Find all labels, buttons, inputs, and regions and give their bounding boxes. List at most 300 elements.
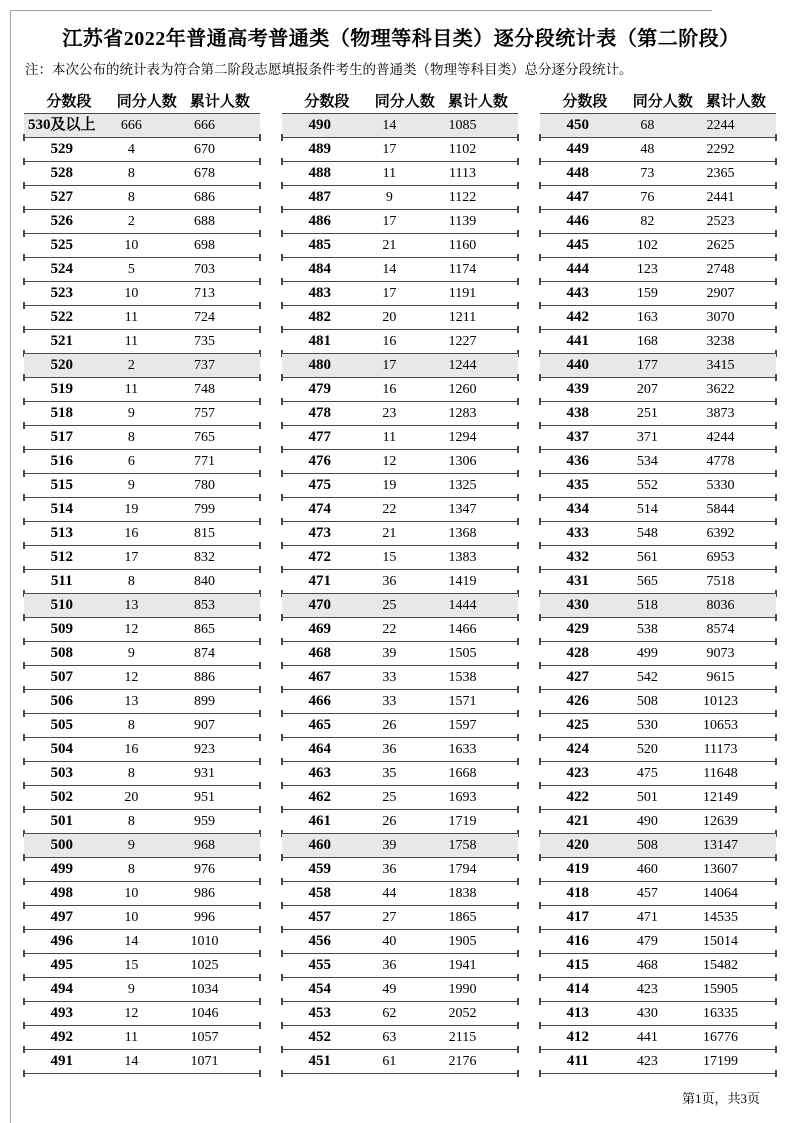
- count-cell: 23: [382, 406, 397, 421]
- table-row: [24, 162, 260, 186]
- score-cell: 468: [308, 645, 331, 661]
- score-cell: 485: [308, 237, 331, 253]
- score-cell: 420: [566, 837, 589, 853]
- score-cell: 478: [308, 405, 331, 421]
- score-cell: 472: [308, 549, 331, 565]
- score-cell: 466: [308, 693, 331, 709]
- score-cell: 503: [50, 765, 73, 781]
- count-cell: 44: [382, 886, 397, 901]
- score-cell: 504: [50, 741, 73, 757]
- cumulative-cell: 771: [194, 454, 216, 469]
- score-cell: 509: [50, 621, 73, 637]
- table-row: [282, 474, 518, 498]
- cumulative-cell: 996: [194, 910, 216, 925]
- count-cell: 39: [382, 646, 397, 661]
- cumulative-cell: 1633: [448, 742, 477, 757]
- score-cell: 455: [308, 957, 331, 973]
- count-cell: 9: [127, 982, 135, 997]
- cumulative-cell: 724: [194, 310, 216, 325]
- count-cell: 73: [640, 166, 655, 181]
- count-cell: 423: [636, 982, 658, 997]
- score-cell: 491: [50, 1053, 73, 1069]
- table-row: [540, 330, 776, 354]
- table-row: [24, 306, 260, 330]
- count-cell: 36: [382, 742, 397, 757]
- count-cell: 207: [636, 382, 658, 397]
- table-row: [24, 594, 260, 618]
- cumulative-cell: 853: [194, 598, 216, 613]
- count-cell: 9: [127, 406, 135, 421]
- cumulative-cell: 951: [194, 790, 216, 805]
- table-row: [24, 210, 260, 234]
- cumulative-cell: 2523: [706, 214, 735, 229]
- score-cell: 452: [308, 1029, 331, 1045]
- score-cell: 490: [308, 117, 331, 133]
- score-cell: 419: [566, 861, 589, 877]
- count-cell: 552: [636, 478, 658, 493]
- cumulative-cell: 2292: [706, 142, 735, 157]
- cumulative-cell: 5844: [706, 502, 735, 517]
- cumulative-cell: 8574: [706, 622, 735, 637]
- table-row: [24, 426, 260, 450]
- score-cell: 459: [308, 861, 331, 877]
- count-cell: 82: [640, 214, 655, 229]
- table-row: [282, 330, 518, 354]
- score-cell: 447: [566, 189, 589, 205]
- cumulative-cell: 1905: [448, 934, 477, 949]
- cumulative-cell: 7518: [706, 574, 735, 589]
- cumulative-cell: 968: [194, 838, 216, 853]
- score-cell: 440: [566, 357, 589, 373]
- score-cell: 442: [566, 309, 589, 325]
- cumulative-cell: 11648: [703, 766, 738, 781]
- table-row: [282, 498, 518, 522]
- count-cell: 19: [382, 478, 397, 493]
- table-row: [540, 978, 776, 1002]
- count-cell: 548: [636, 526, 658, 541]
- count-cell: 20: [382, 310, 397, 325]
- score-table: [540, 113, 776, 1074]
- count-cell: 518: [636, 598, 658, 613]
- cumulative-cell: 1794: [448, 862, 477, 877]
- table-row: [282, 546, 518, 570]
- cumulative-cell: 840: [194, 574, 216, 589]
- table-row: [282, 354, 518, 378]
- score-cell: 441: [566, 333, 589, 349]
- table-row: [282, 666, 518, 690]
- cumulative-cell: 10123: [703, 694, 739, 709]
- cumulative-cell: 1244: [448, 358, 477, 373]
- table-row: [540, 762, 776, 786]
- table-row: [540, 666, 776, 690]
- score-cell: 450: [566, 117, 589, 133]
- count-cell: 63: [382, 1030, 397, 1045]
- cumulative-cell: 1227: [448, 334, 477, 349]
- score-cell: 443: [566, 285, 589, 301]
- cumulative-cell: 1668: [448, 766, 477, 781]
- table-row: [282, 234, 518, 258]
- cumulative-cell: 874: [194, 646, 216, 661]
- count-cell: 508: [636, 838, 658, 853]
- cumulative-cell: 931: [194, 766, 216, 781]
- table-header: [24, 89, 260, 111]
- table-row: [282, 258, 518, 282]
- score-cell: 520: [50, 357, 73, 373]
- cumulative-cell: 1597: [448, 718, 477, 733]
- table-row: [282, 738, 518, 762]
- table-row: [282, 450, 518, 474]
- count-cell: 14: [124, 1054, 139, 1069]
- count-cell: 25: [382, 790, 397, 805]
- count-cell: 460: [636, 862, 658, 877]
- count-cell: 17: [124, 550, 139, 565]
- table-row: [24, 906, 260, 930]
- count-cell: 15: [124, 958, 139, 973]
- score-cell: 437: [566, 429, 589, 445]
- cumulative-cell: 1010: [190, 934, 219, 949]
- table-row: [24, 570, 260, 594]
- cumulative-cell: 2748: [706, 262, 735, 277]
- score-cell: 507: [50, 669, 73, 685]
- cumulative-cell: 2244: [706, 118, 735, 133]
- count-cell: 26: [382, 814, 397, 829]
- header-cumulative-count: 累计人数: [705, 93, 766, 110]
- cumulative-cell: 3238: [706, 334, 735, 349]
- count-cell: 17: [382, 286, 397, 301]
- count-cell: 14: [382, 118, 397, 133]
- cumulative-cell: 4244: [706, 430, 735, 445]
- score-cell: 482: [308, 309, 331, 325]
- table-row: [282, 426, 518, 450]
- cumulative-cell: 15014: [703, 934, 739, 949]
- table-row: [540, 882, 776, 906]
- cumulative-cell: 2625: [706, 238, 735, 253]
- cumulative-cell: 799: [194, 502, 216, 517]
- page-number: 第1页，共3页: [681, 1091, 760, 1106]
- score-cell: 508: [50, 645, 73, 661]
- count-cell: 4: [127, 142, 135, 157]
- table-row: [540, 1050, 776, 1074]
- table-row: [540, 402, 776, 426]
- score-cell: 501: [50, 813, 73, 829]
- table-row: [282, 978, 518, 1002]
- count-cell: 22: [382, 622, 397, 637]
- table-row: [282, 954, 518, 978]
- header-cumulative-count: 累计人数: [447, 93, 508, 110]
- score-cell: 515: [50, 477, 73, 493]
- cumulative-cell: 1719: [448, 814, 477, 829]
- count-cell: 123: [636, 262, 658, 277]
- cumulative-cell: 1294: [448, 430, 477, 445]
- table-row: [282, 594, 518, 618]
- count-cell: 508: [636, 694, 658, 709]
- count-cell: 530: [636, 718, 658, 733]
- count-cell: 13: [124, 598, 139, 613]
- table-row: [540, 570, 776, 594]
- count-cell: 26: [382, 718, 397, 733]
- score-cell: 471: [308, 573, 331, 589]
- count-cell: 17: [382, 142, 397, 157]
- count-cell: 430: [636, 1006, 658, 1021]
- count-cell: 468: [636, 958, 658, 973]
- table-header: [540, 89, 776, 111]
- table-row: [24, 642, 260, 666]
- score-cell: 422: [566, 789, 589, 805]
- count-cell: 490: [636, 814, 658, 829]
- score-cell: 434: [566, 501, 589, 517]
- count-cell: 457: [636, 886, 658, 901]
- cumulative-cell: 688: [194, 214, 216, 229]
- table-row: [24, 498, 260, 522]
- table-row: [282, 930, 518, 954]
- score-cell: 474: [308, 501, 331, 517]
- count-cell: 22: [382, 502, 397, 517]
- table-row: [24, 1050, 260, 1074]
- table-row: [24, 258, 260, 282]
- table-row: [282, 114, 518, 138]
- table-row: [24, 1002, 260, 1026]
- table-row: [24, 882, 260, 906]
- score-cell: 495: [50, 957, 73, 973]
- count-cell: 36: [382, 574, 397, 589]
- table-row: [282, 282, 518, 306]
- cumulative-cell: 14064: [703, 886, 739, 901]
- count-cell: 11: [124, 382, 139, 397]
- cumulative-cell: 1941: [448, 958, 477, 973]
- cumulative-cell: 780: [194, 478, 216, 493]
- cumulative-cell: 1283: [448, 406, 477, 421]
- score-cell: 480: [308, 357, 331, 373]
- table-row: [282, 1026, 518, 1050]
- cumulative-cell: 698: [194, 238, 216, 253]
- score-cell: 433: [566, 525, 589, 541]
- cumulative-cell: 1085: [448, 118, 477, 133]
- cumulative-cell: 923: [194, 742, 216, 757]
- cumulative-cell: 12639: [703, 814, 739, 829]
- score-table-group-2: [282, 89, 518, 1074]
- score-cell: 475: [308, 477, 331, 493]
- count-cell: 10: [124, 910, 139, 925]
- score-cell: 525: [50, 237, 73, 253]
- table-row: [540, 930, 776, 954]
- score-cell: 418: [566, 885, 589, 901]
- score-cell: 481: [308, 333, 331, 349]
- table-row: [24, 354, 260, 378]
- table-row: [282, 138, 518, 162]
- count-cell: 33: [382, 670, 397, 685]
- table-row: [24, 618, 260, 642]
- score-cell: 428: [566, 645, 589, 661]
- score-cell: 511: [50, 573, 73, 589]
- note-text: 注：本次公布的统计表为符合第二阶段志愿填报条件考生的普通类（物理等科目类）总分逐分段统计。: [25, 62, 633, 77]
- cumulative-cell: 1758: [448, 838, 477, 853]
- score-cell: 500: [50, 837, 73, 853]
- score-cell: 417: [566, 909, 589, 925]
- table-row: [24, 402, 260, 426]
- cumulative-cell: 1571: [448, 694, 477, 709]
- table-row: [282, 1050, 518, 1074]
- header-score-segment: 分数段: [46, 93, 92, 110]
- count-cell: 11: [382, 166, 397, 181]
- cumulative-cell: 1325: [448, 478, 477, 493]
- count-cell: 251: [636, 406, 658, 421]
- count-cell: 14: [382, 262, 397, 277]
- score-cell: 473: [308, 525, 331, 541]
- score-cell: 458: [308, 885, 331, 901]
- count-cell: 8: [127, 166, 135, 181]
- count-cell: 534: [636, 454, 658, 469]
- table-row: [282, 618, 518, 642]
- count-cell: 666: [120, 118, 142, 133]
- score-table-group-1: [24, 89, 260, 1074]
- count-cell: 16: [124, 742, 139, 757]
- cumulative-cell: 1139: [448, 214, 477, 229]
- tables-row: [24, 89, 778, 1074]
- count-cell: 61: [382, 1054, 397, 1069]
- count-cell: 542: [636, 670, 658, 685]
- count-cell: 17: [382, 358, 397, 373]
- score-cell: 529: [50, 141, 73, 157]
- cumulative-cell: 13147: [703, 838, 739, 853]
- score-cell: 499: [50, 861, 73, 877]
- score-cell: 513: [50, 525, 73, 541]
- score-cell: 432: [566, 549, 589, 565]
- count-cell: 19: [124, 502, 139, 517]
- table-row: [24, 762, 260, 786]
- count-cell: 8: [127, 814, 135, 829]
- score-cell: 429: [566, 621, 589, 637]
- table-row: [24, 786, 260, 810]
- cumulative-cell: 2907: [706, 286, 735, 301]
- cumulative-cell: 15482: [703, 958, 739, 973]
- table-row: [540, 786, 776, 810]
- count-cell: 68: [640, 118, 655, 133]
- cumulative-cell: 1368: [448, 526, 477, 541]
- score-cell: 488: [308, 165, 331, 181]
- count-cell: 25: [382, 598, 397, 613]
- score-cell: 426: [566, 693, 589, 709]
- table-row: [24, 1026, 260, 1050]
- score-cell: 412: [566, 1029, 589, 1045]
- table-row: [540, 138, 776, 162]
- count-cell: 479: [636, 934, 658, 949]
- cumulative-cell: 1990: [448, 982, 477, 997]
- score-cell: 498: [50, 885, 73, 901]
- table-row: [540, 282, 776, 306]
- table-row: [24, 450, 260, 474]
- score-cell: 517: [50, 429, 73, 445]
- count-cell: 36: [382, 958, 397, 973]
- count-cell: 499: [636, 646, 658, 661]
- score-cell: 469: [308, 621, 331, 637]
- cumulative-cell: 1113: [449, 166, 477, 181]
- table-row: [282, 810, 518, 834]
- cumulative-cell: 1419: [448, 574, 477, 589]
- cumulative-cell: 713: [194, 286, 216, 301]
- count-cell: 27: [382, 910, 397, 925]
- header-score-segment: 分数段: [304, 93, 350, 110]
- count-cell: 10: [124, 238, 139, 253]
- cumulative-cell: 757: [194, 406, 216, 421]
- table-row: [540, 426, 776, 450]
- table-row: [540, 378, 776, 402]
- table-row: [540, 906, 776, 930]
- table-row: [24, 234, 260, 258]
- score-cell: 463: [308, 765, 331, 781]
- table-row: [24, 978, 260, 1002]
- table-row: [540, 954, 776, 978]
- count-cell: 159: [636, 286, 658, 301]
- table-row: [24, 186, 260, 210]
- cumulative-cell: 1057: [190, 1030, 219, 1045]
- score-cell: 477: [308, 429, 331, 445]
- table-row: [282, 162, 518, 186]
- table-row: [24, 474, 260, 498]
- table-row: [24, 834, 260, 858]
- score-cell: 497: [50, 909, 73, 925]
- count-cell: 471: [636, 910, 658, 925]
- table-row: [540, 594, 776, 618]
- score-cell: 416: [566, 933, 589, 949]
- table-row: [24, 330, 260, 354]
- page-frame-left-line: [10, 10, 11, 1123]
- cumulative-cell: 678: [194, 166, 216, 181]
- count-cell: 423: [636, 1054, 658, 1069]
- cumulative-cell: 2441: [706, 190, 735, 205]
- cumulative-cell: 2176: [448, 1054, 477, 1069]
- cumulative-cell: 1071: [190, 1054, 219, 1069]
- table-row: [282, 186, 518, 210]
- count-cell: 76: [640, 190, 655, 205]
- score-cell: 467: [308, 669, 331, 685]
- header-same-score-count: 同分人数: [632, 93, 693, 110]
- score-cell: 523: [50, 285, 73, 301]
- cumulative-cell: 1383: [448, 550, 477, 565]
- score-cell: 476: [308, 453, 331, 469]
- table-row: [24, 666, 260, 690]
- cumulative-cell: 12149: [703, 790, 739, 805]
- table-row: [282, 906, 518, 930]
- table-row: [24, 930, 260, 954]
- cumulative-cell: 703: [194, 262, 216, 277]
- cumulative-cell: 16335: [703, 1006, 739, 1021]
- cumulative-cell: 1160: [448, 238, 477, 253]
- cumulative-cell: 735: [194, 334, 216, 349]
- table-row: [282, 858, 518, 882]
- table-row: [24, 378, 260, 402]
- table-row: [540, 1026, 776, 1050]
- table-row: [540, 522, 776, 546]
- score-cell: 462: [308, 789, 331, 805]
- cumulative-cell: 1260: [448, 382, 477, 397]
- count-cell: 12: [124, 622, 139, 637]
- score-cell: 524: [50, 261, 73, 277]
- score-cell: 431: [566, 573, 589, 589]
- count-cell: 48: [640, 142, 655, 157]
- cumulative-cell: 16776: [703, 1030, 739, 1045]
- count-cell: 168: [636, 334, 658, 349]
- score-cell: 449: [566, 141, 589, 157]
- score-cell: 489: [308, 141, 331, 157]
- score-cell: 514: [50, 501, 73, 517]
- count-cell: 40: [382, 934, 397, 949]
- table-row: [540, 474, 776, 498]
- score-cell: 505: [50, 717, 73, 733]
- count-cell: 15: [382, 550, 397, 565]
- cumulative-cell: 3070: [706, 310, 735, 325]
- table-row: [282, 378, 518, 402]
- cumulative-cell: 3622: [706, 382, 735, 397]
